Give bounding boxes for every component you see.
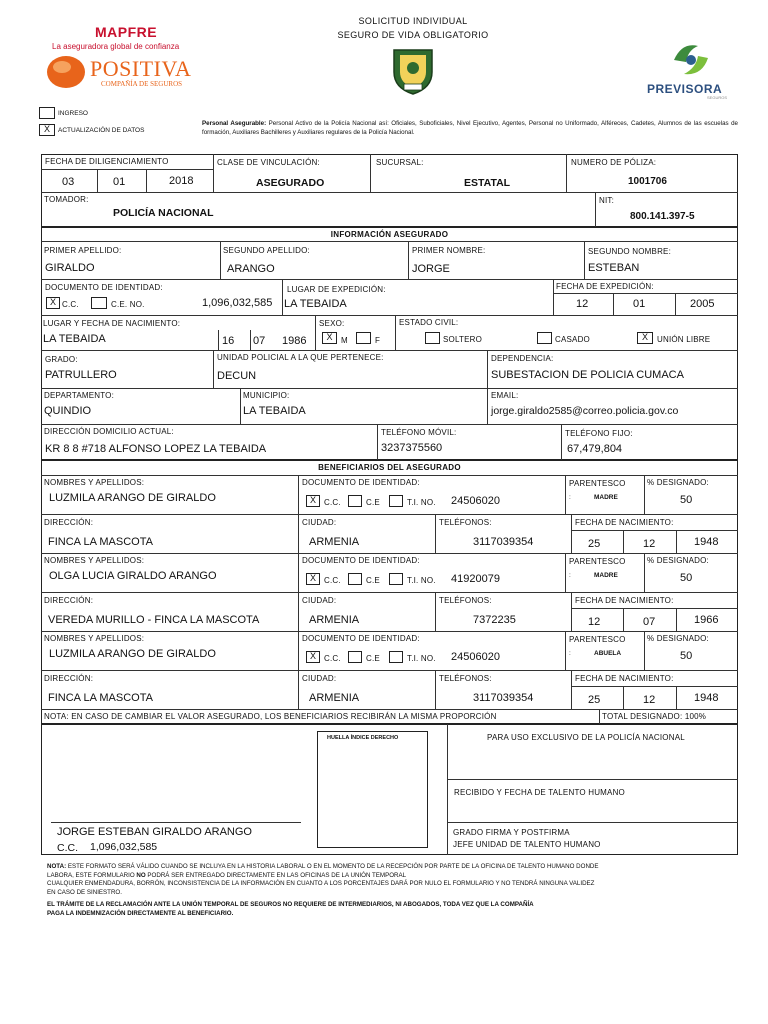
municipio-label: MUNICIPIO: bbox=[243, 391, 290, 400]
footer-notes bbox=[47, 863, 737, 918]
signature-line bbox=[51, 822, 301, 823]
union-libre-checkbox[interactable]: X bbox=[637, 332, 653, 344]
fingerprint-box[interactable] bbox=[317, 731, 428, 848]
beneficiary-parentesco-label: PARENTESCO bbox=[569, 479, 626, 488]
beneficiary-ti-label: T.I. NO. bbox=[407, 576, 436, 585]
beneficiary-telefonos-label: TELÉFONOS: bbox=[439, 596, 492, 605]
doc-identidad-label: DOCUMENTO DE IDENTIDAD: bbox=[45, 283, 163, 292]
beneficiary-birth-year[interactable]: 1948 bbox=[694, 692, 719, 704]
fecha-year[interactable]: 2018 bbox=[169, 175, 194, 187]
beneficiary-doc-number[interactable]: 41920079 bbox=[451, 573, 500, 585]
unidad-value[interactable]: DECUN bbox=[217, 370, 257, 382]
beneficiary-nombre[interactable]: LUZMILA ARANGO DE GIRALDO bbox=[49, 648, 216, 660]
sexo-label: SEXO: bbox=[319, 319, 345, 328]
personal-asegurable-label: Personal Asegurable: bbox=[202, 120, 267, 127]
direccion-label: DIRECCIÓN DOMICILIO ACTUAL: bbox=[44, 427, 174, 436]
nit-label: NIT: bbox=[599, 196, 615, 205]
police-use-title: PARA USO EXCLUSIVO DE LA POLICÍA NACIONAL bbox=[487, 733, 685, 742]
beneficiary-designado-label: % DESIGNADO: bbox=[647, 634, 709, 643]
beneficiary-direccion[interactable]: FINCA LA MASCOTA bbox=[48, 536, 153, 548]
beneficiary-parentesco[interactable]: MADRE bbox=[594, 494, 618, 501]
mapfre-tagline: La aseguradora global de confianza bbox=[52, 42, 180, 51]
beneficiary-ti-checkbox[interactable] bbox=[389, 495, 403, 507]
huella-label: HUELLA ÍNDICE DERECHO bbox=[327, 735, 399, 741]
grado-value[interactable]: PATRULLERO bbox=[45, 369, 117, 381]
beneficiaries-section-title: BENEFICIARIOS DEL ASEGURADO bbox=[318, 463, 461, 472]
previsora-logo-icon bbox=[668, 40, 714, 80]
positiva-logo-icon bbox=[47, 55, 87, 89]
beneficiary-doc-number[interactable]: 24506020 bbox=[451, 651, 500, 663]
beneficiary-parentesco-colon: : bbox=[569, 650, 571, 657]
footer-line2b: PODRÁ SER ENTREGADO DIRECTAMENTE EN LAS OFICINAS DE LA UNIÓN TEMPORAL bbox=[145, 871, 407, 879]
estado-civil-label: ESTADO CIVIL: bbox=[399, 318, 459, 327]
sexo-m-label: M bbox=[341, 336, 348, 345]
poliza-value[interactable]: 1001706 bbox=[628, 176, 667, 187]
departamento-value[interactable]: QUINDIO bbox=[44, 405, 92, 417]
beneficiary-nombre[interactable]: LUZMILA ARANGO DE GIRALDO bbox=[49, 492, 216, 504]
positiva-sub: COMPAÑÍA DE SEGUROS bbox=[101, 80, 183, 88]
beneficiary-direccion[interactable]: FINCA LA MASCOTA bbox=[48, 692, 153, 704]
sucursal-value[interactable]: ESTATAL bbox=[464, 177, 511, 189]
telefono-movil-value[interactable]: 3237375560 bbox=[381, 442, 443, 454]
municipio-value[interactable]: LA TEBAIDA bbox=[243, 405, 306, 417]
fecha-month[interactable]: 01 bbox=[113, 176, 126, 188]
grado-firma-label: GRADO FIRMA Y POSTFIRMA bbox=[453, 828, 570, 837]
mapfre-logo: MAPFRE bbox=[95, 24, 158, 40]
doc-number-value[interactable]: 1,096,032,585 bbox=[202, 297, 273, 309]
segundo-nombre-value[interactable]: ESTEBAN bbox=[588, 262, 640, 274]
beneficiary-ce-label: C.E bbox=[366, 576, 380, 585]
sexo-m-checkbox[interactable]: X bbox=[322, 332, 337, 344]
primer-nombre-label: PRIMER NOMBRE: bbox=[412, 246, 486, 255]
nacimiento-year[interactable]: 1986 bbox=[282, 335, 307, 347]
beneficiary-ce-label: C.E bbox=[366, 498, 380, 507]
signer-cc-value: 1,096,032,585 bbox=[90, 841, 158, 853]
beneficiary-nombres-label: NOMBRES Y APELLIDOS: bbox=[44, 634, 145, 643]
beneficiary-fecha-nac-label: FECHA DE NACIMIENTO: bbox=[575, 674, 674, 683]
beneficiary-telefonos-label: TELÉFONOS: bbox=[439, 518, 492, 527]
soltero-label: SOLTERO bbox=[443, 335, 483, 344]
actualizacion-label: ACTUALIZACIÓN DE DATOS bbox=[58, 127, 145, 134]
beneficiary-ce-checkbox[interactable] bbox=[348, 651, 362, 663]
ingreso-label: INGRESO bbox=[58, 110, 88, 117]
telefono-fijo-label: TELÉFONO FIJO: bbox=[565, 429, 633, 438]
beneficiary-fecha-nac-label: FECHA DE NACIMIENTO: bbox=[575, 518, 674, 527]
beneficiary-birth-day[interactable]: 12 bbox=[588, 616, 601, 628]
primer-apellido-label: PRIMER APELLIDO: bbox=[44, 246, 122, 255]
exp-year[interactable]: 2005 bbox=[690, 298, 715, 310]
beneficiary-doc-number[interactable]: 24506020 bbox=[451, 495, 500, 507]
sexo-f-checkbox[interactable] bbox=[356, 332, 371, 344]
signer-cc-label: C.C. bbox=[57, 842, 78, 854]
beneficiary-ti-label: T.I. NO. bbox=[407, 498, 436, 507]
beneficiary-nombre[interactable]: OLGA LUCIA GIRALDO ARANGO bbox=[49, 570, 217, 582]
primer-apellido-value[interactable]: GIRALDO bbox=[45, 262, 95, 274]
nit-value[interactable]: 800.141.397-5 bbox=[630, 211, 695, 222]
poliza-label: NUMERO DE PÓLIZA: bbox=[571, 158, 657, 167]
segundo-apellido-label: SEGUNDO APELLIDO: bbox=[223, 246, 310, 255]
beneficiary-designado[interactable]: 50 bbox=[680, 494, 693, 506]
beneficiary-birth-day[interactable]: 25 bbox=[588, 538, 601, 550]
expedicion-value[interactable]: LA TEBAIDA bbox=[284, 298, 347, 310]
beneficiary-telefono[interactable]: 3117039354 bbox=[473, 692, 534, 704]
beneficiary-ti-label: T.I. NO. bbox=[407, 654, 436, 663]
beneficiary-ce-checkbox[interactable] bbox=[348, 495, 362, 507]
beneficiary-birth-month[interactable]: 12 bbox=[643, 694, 656, 706]
beneficiary-parentesco-colon: : bbox=[569, 494, 571, 501]
beneficiary-ce-label: C.E bbox=[366, 654, 380, 663]
ce-checkbox[interactable] bbox=[91, 297, 107, 309]
personal-asegurable-note bbox=[202, 119, 738, 137]
nacimiento-lugar-value[interactable]: LA TEBAIDA bbox=[43, 333, 106, 345]
nacimiento-label: LUGAR Y FECHA DE NACIMIENTO: bbox=[43, 319, 181, 328]
actualizacion-checkbox[interactable]: X bbox=[39, 124, 55, 136]
positiva-logo: POSITIVA bbox=[90, 56, 192, 81]
email-value[interactable]: jorge.giraldo2585@correo.policia.gov.co bbox=[491, 405, 679, 417]
sucursal-label: SUCURSAL: bbox=[376, 158, 424, 167]
beneficiary-ciudad-label: CIUDAD: bbox=[302, 596, 337, 605]
beneficiary-ciudad-label: CIUDAD: bbox=[302, 518, 337, 527]
cc-label: C.C. bbox=[62, 300, 79, 309]
exp-month[interactable]: 01 bbox=[633, 298, 646, 310]
telefono-movil-label: TELÉFONO MÓVIL: bbox=[381, 428, 457, 437]
beneficiary-birth-day[interactable]: 25 bbox=[588, 694, 601, 706]
beneficiary-parentesco-label: PARENTESCO bbox=[569, 635, 626, 644]
fecha-expedicion-label: FECHA DE EXPEDICIÓN: bbox=[556, 282, 654, 291]
footer-line6: PAGA LA INDEMNIZACIÓN DIRECTAMENTE AL BENEFICIARIO. bbox=[47, 909, 234, 917]
ce-label: C.E. NO. bbox=[111, 300, 145, 309]
beneficiary-designado-label: % DESIGNADO: bbox=[647, 478, 709, 487]
total-designado: TOTAL DESIGNADO: 100% bbox=[602, 712, 707, 721]
beneficiary-cc-checkbox[interactable]: X bbox=[306, 495, 320, 507]
footer-line2a: LABORA, ESTE FORMULARIO bbox=[47, 871, 137, 879]
direccion-value[interactable]: KR 8 8 #718 ALFONSO LOPEZ LA TEBAIDA bbox=[45, 443, 267, 455]
beneficiary-cc-checkbox[interactable]: X bbox=[306, 651, 320, 663]
unidad-label: UNIDAD POLICIAL A LA QUE PERTENECE: bbox=[217, 353, 384, 362]
primer-nombre-value[interactable]: JORGE bbox=[412, 263, 450, 275]
beneficiary-cc-label: C.C. bbox=[324, 498, 341, 507]
beneficiary-ti-checkbox[interactable] bbox=[389, 573, 403, 585]
beneficiary-nombres-label: NOMBRES Y APELLIDOS: bbox=[44, 556, 145, 565]
footer-line3: CUALQUIER ENMENDADURA, BORRÓN, INCONSISTENCIA DE LA INFORMACIÓN EN CUANTO A LOS PORCENTAJES DARÁ POR NULO EL FORMULARIO Y NO TENDRÁ NINGUNA VALIDEZ bbox=[47, 880, 595, 887]
beneficiary-ciudad-label: CIUDAD: bbox=[302, 674, 337, 683]
previsora-sub: SEGUROS bbox=[707, 95, 728, 100]
clase-label: CLASE DE VINCULACIÓN: bbox=[217, 158, 320, 167]
personal-asegurable-text: Personal Activo de la Policía Nacional así: Oficiales, Suboficiales, Nivel Ejecutivo, Agentes, Personal no Uniformado, Alféreces, Cadetes, Alumnos de las escuelas de formación, Auxiliares Bachilleres y Auxiliares regulares de la Policía Nacional. bbox=[202, 120, 738, 136]
beneficiary-cc-label: C.C. bbox=[324, 576, 341, 585]
beneficiary-cc-checkbox[interactable]: X bbox=[306, 573, 320, 585]
ingreso-checkbox[interactable] bbox=[39, 107, 55, 119]
insured-section-title: INFORMACIÓN ASEGURADO bbox=[330, 230, 449, 239]
beneficiary-parentesco-label: PARENTESCO bbox=[569, 557, 626, 566]
beneficiary-parentesco[interactable]: ABUELA bbox=[594, 650, 622, 657]
expedicion-label: LUGAR DE EXPEDICIÓN: bbox=[287, 285, 386, 294]
union-libre-label: UNIÓN LIBRE bbox=[657, 335, 711, 344]
beneficiary-nombres-label: NOMBRES Y APELLIDOS: bbox=[44, 478, 145, 487]
casado-checkbox[interactable] bbox=[537, 332, 552, 344]
form-subtitle: SEGURO DE VIDA OBLIGATORIO bbox=[337, 30, 489, 40]
jefe-label: JEFE UNIDAD DE TALENTO HUMANO bbox=[453, 840, 601, 849]
police-shield-icon bbox=[386, 46, 440, 96]
footer-line5: EL TRÁMITE DE LA RECLAMACIÓN ANTE LA UNIÓN TEMPORAL DE SEGUROS NO REQUIERE DE INTERMEDIARIOS, NI ABOGADOS, TODA VEZ QUE LA COMPAÑÍA bbox=[47, 901, 534, 908]
fecha-day[interactable]: 03 bbox=[62, 176, 75, 188]
recibido-label: RECIBIDO Y FECHA DE TALENTO HUMANO bbox=[454, 788, 625, 797]
beneficiary-direccion-label: DIRECCIÓN: bbox=[44, 674, 94, 683]
beneficiary-birth-year[interactable]: 1948 bbox=[694, 536, 719, 548]
fecha-diligenciamiento-label: FECHA DE DILIGENCIAMIENTO bbox=[45, 157, 169, 166]
beneficiary-birth-month[interactable]: 12 bbox=[643, 538, 656, 550]
nacimiento-month[interactable]: 07 bbox=[253, 335, 266, 347]
beneficiary-documento-label: DOCUMENTO DE IDENTIDAD: bbox=[302, 634, 420, 643]
footer-line4: EN CASO DE SINIESTRO. bbox=[47, 888, 122, 896]
dependencia-label: DEPENDENCIA: bbox=[491, 354, 554, 363]
beneficiary-ciudad[interactable]: ARMENIA bbox=[309, 692, 360, 704]
grado-label: GRADO: bbox=[45, 355, 78, 364]
beneficiary-parentesco-colon: : bbox=[569, 572, 571, 579]
footer-line1: ESTE FORMATO SERÁ VÁLIDO CUANDO SE INCLUYA EN LA HISTORIA LABORAL O EN EL MOMENTO DE LA RECEPCIÓN POR PARTE DE LA OFICINA DE TALENTO HUMANO DONDE bbox=[67, 863, 599, 870]
telefono-fijo-value[interactable]: 67,479,804 bbox=[567, 443, 623, 455]
casado-label: CASADO bbox=[555, 335, 590, 344]
dependencia-value[interactable]: SUBESTACION DE POLICIA CUMACA bbox=[491, 369, 684, 381]
beneficiary-direccion-label: DIRECCIÓN: bbox=[44, 518, 94, 527]
tomador-label: TOMADOR: bbox=[44, 195, 89, 204]
beneficiary-designado[interactable]: 50 bbox=[680, 650, 693, 662]
cc-checkbox[interactable]: X bbox=[46, 297, 60, 309]
segundo-apellido-value[interactable]: ARANGO bbox=[227, 263, 275, 275]
soltero-checkbox[interactable] bbox=[425, 332, 440, 344]
beneficiary-documento-label: DOCUMENTO DE IDENTIDAD: bbox=[302, 556, 420, 565]
beneficiary-telefono[interactable]: 3117039354 bbox=[473, 536, 534, 548]
beneficiary-direccion-label: DIRECCIÓN: bbox=[44, 596, 94, 605]
beneficiary-birth-year[interactable]: 1966 bbox=[694, 614, 719, 626]
beneficiary-cc-label: C.C. bbox=[324, 654, 341, 663]
sexo-f-label: F bbox=[375, 336, 381, 345]
beneficiary-designado-label: % DESIGNADO: bbox=[647, 556, 709, 565]
exp-day[interactable]: 12 bbox=[576, 298, 589, 310]
beneficiary-ce-checkbox[interactable] bbox=[348, 573, 362, 585]
clase-value[interactable]: ASEGURADO bbox=[256, 177, 325, 189]
form-title: SOLICITUD INDIVIDUAL bbox=[358, 16, 468, 26]
previsora-logo: PREVISORA bbox=[647, 82, 723, 96]
beneficiary-documento-label: DOCUMENTO DE IDENTIDAD: bbox=[302, 478, 420, 487]
beneficiary-ciudad[interactable]: ARMENIA bbox=[309, 536, 360, 548]
beneficiary-direccion[interactable]: VEREDA MURILLO - FINCA LA MASCOTA bbox=[48, 614, 260, 626]
beneficiary-telefonos-label: TELÉFONOS: bbox=[439, 674, 492, 683]
signer-name: JORGE ESTEBAN GIRALDO ARANGO bbox=[57, 826, 252, 838]
email-label: EMAIL: bbox=[491, 391, 519, 400]
beneficiary-parentesco[interactable]: MADRE bbox=[594, 572, 618, 579]
tomador-value[interactable]: POLICÍA NACIONAL bbox=[113, 207, 214, 219]
beneficiary-birth-month[interactable]: 07 bbox=[643, 616, 656, 628]
beneficiary-ti-checkbox[interactable] bbox=[389, 651, 403, 663]
beneficiary-fecha-nac-label: FECHA DE NACIMIENTO: bbox=[575, 596, 674, 605]
departamento-label: DEPARTAMENTO: bbox=[44, 391, 115, 400]
note-change-text: NOTA: EN CASO DE CAMBIAR EL VALOR ASEGURADO, LOS BENEFICIARIOS RECIBIRÁN LA MISMA PROPORCIÓN bbox=[44, 712, 497, 721]
footer-line2-no: NO bbox=[136, 871, 146, 879]
footer-nota-label: NOTA: bbox=[47, 863, 67, 870]
segundo-nombre-label: SEGUNDO NOMBRE: bbox=[588, 247, 672, 256]
beneficiary-ciudad[interactable]: ARMENIA bbox=[309, 614, 360, 626]
beneficiary-telefono[interactable]: 7372235 bbox=[473, 614, 516, 626]
nacimiento-day[interactable]: 16 bbox=[222, 335, 235, 347]
beneficiary-designado[interactable]: 50 bbox=[680, 572, 693, 584]
